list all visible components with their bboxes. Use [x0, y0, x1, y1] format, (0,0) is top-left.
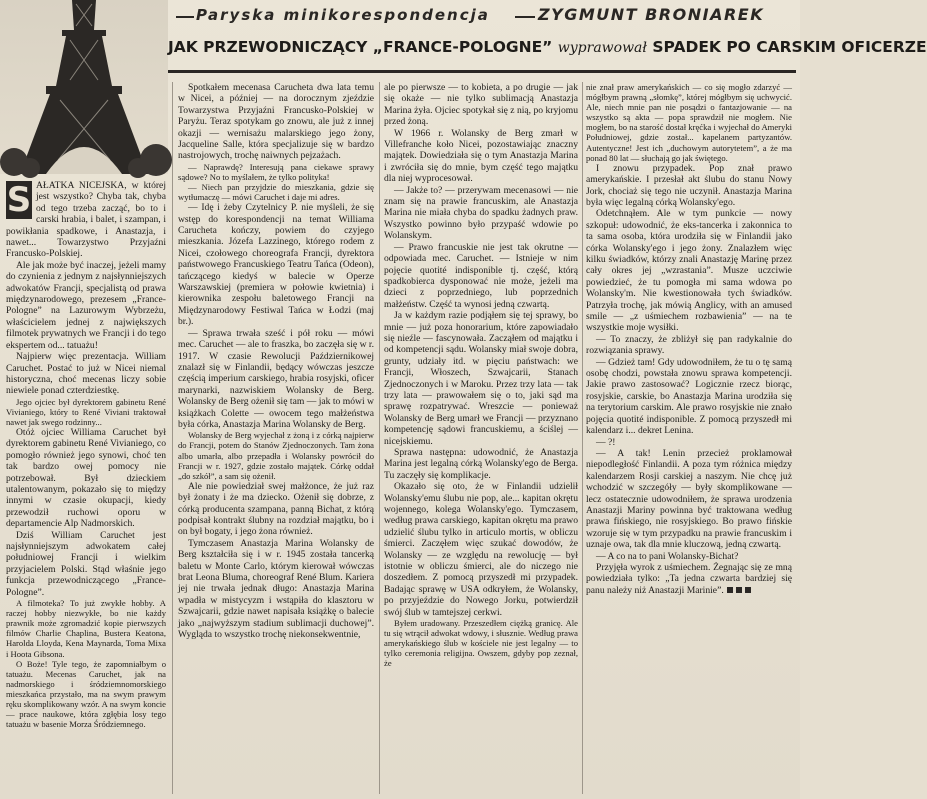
- paragraph: — Niech pan przyjdzie do mieszkania, gdzie się wytłumaczę — mówi Caruchet i daje mi adres.: [178, 182, 374, 203]
- paragraph: ale po pierwsze — to kobieta, a po drugie — jak się okaże — nie tylko sublimacją Anastazja Marina żyła. Ojciec spotykał się z nią, po kryjomu przed żoną.: [384, 82, 578, 128]
- text-column-2: [178, 82, 374, 794]
- paragraph: — Prawo francuskie nie jest tak okrutne — odpowiada mec. Caruchet. — Istnieje w nim pojęcie quotité indisponible tj. część, którą spadkobierca dysponować nie może, jeżeli ma dzieci z poprzedniego, lub poprzednich małżeństw. Część ta wynosi jedną czwartą.: [384, 241, 578, 310]
- paragraph: Ja w każdym razie podjąłem się tej sprawy, bo mnie — już poza honorarium, które zapowiadało się nieźle — fascynowała. Zacząłem od majątku i od kompetencji sądu. Wolansky miał swoje dobra, grunty, udziały itd. w pięciu państwach: we Francji, Włoszech, Szwajcarii, Stanach Zjednoczonych i w Maroku. Przez trzy lata — tak trzy lata — prawowałem się o to, jaki sąd ma sprawę rozpatrywać. Wreszcie — ponieważ Wolansky de Berg umarł we Francji — przyznano kompetencję sądowi francuskiemu, a ściślej — nicejskiemu.: [384, 310, 578, 447]
- eiffel-tower-photo: [0, 0, 168, 174]
- column-divider: [172, 82, 173, 794]
- paragraph: Byłem uradowany. Przeszedłem ciężką granicę. Ale tu się wtrącił adwokat wdowy, i słusznie. Według prawa amerykańskiego ślub w kościele nie jest legalny — to tylko ceremonia religijna. Owszem, gdyby pop zeznał, że: [384, 618, 578, 669]
- author-byline: ZYGMUNT BRONIAREK: [538, 5, 765, 24]
- column-divider: [379, 82, 380, 794]
- paragraph: Ale jak może być inaczej, jeżeli mamy do czynienia z jednym z najsłynniejszych adwokatów Francji, specjalistą od prawa międzynarodowego, prezesem „France-Pologne” na Lazurowym Wybrzeżu, właścicielem jednej z największych filmotek prywatnych we Francji i do tego ekspertem od... tatuażu!: [6, 259, 166, 351]
- text-column-3: [384, 82, 578, 794]
- paragraph: — Sprawa trwała sześć i pół roku — mówi mec. Caruchet — ale to fraszka, bo zaczęła się w r. 1917. W czasie Rewolucji Październikowej znalazł się w Finlandii, będący wówczas jeszcze częścią imperium carskiego, hrabia rosyjski, oficer marynarki, nazwiskiem Wolansky de Berg. Wolansky de Berg ożenił się tam — jak to mówi w książkach Colette — owocem tego małżeństwa była córka, Anastazja Marina Wolansky de Berg.: [178, 327, 374, 430]
- paragraph: [586, 562, 792, 596]
- paragraph-text: Przyjęła wyrok z uśmiechem. Żegnając się ze mną powiedziała tylko: „Ta jedna czwarta bardziej się panu należy niż Anastazji Marinie”.: [586, 561, 792, 596]
- paragraph: — Naprawdę? Interesują pana ciekawe sprawy sądowe? No to myślałem, że tylko polityka!: [178, 161, 374, 182]
- paragraph: — Jakże to? — przerywam mecenasowi — nie znam się na prawie francuskim, ale Anastazja Marina nie miała chyba do spadku żadnych praw. Wszystko powinno było przypaść wdowie po Wolanskym.: [384, 184, 578, 242]
- paragraph: O Boże! Tyle tego, że zapomniałbym o tatuażu. Mecenas Caruchet, jak na nadmorskiego i śródziemnomorskiego mieszkańca przystało, ma na swym prawym ręku skomplikowany wzór. A na swym koncie — prace naukowe, która zgłębia losy tego tatuażu w basenie Morza Śródziemnego.: [6, 658, 166, 730]
- paragraph: Jego ojciec był dyrektorem gabinetu René Vivianiego, który to René Viviani traktował nawet jak swego rodzinny...: [6, 396, 166, 427]
- headline-part-2: wyprawował: [557, 40, 647, 56]
- paragraph: Najpierw więc prezentacja. William Caruchet. Postać to już w Nicei niemal historyczna, choć mecenas liczy sobie niewiele ponad czterdziestkę.: [6, 351, 166, 397]
- paragraph: I znowu przypadek. Pop znał prawo amerykańskie. I przesłał akt ślubu do stanu Nowy Jork, chociaż się tego nie uczynił. Anastazja Marina była więc legalną córką Wolansky'ego.: [586, 162, 792, 208]
- paragraph: — ?!: [596, 436, 616, 448]
- end-mark-icon: [745, 587, 751, 593]
- paragraph: W 1966 r. Wolansky de Berg zmarł w Villefranche koło Nicei, pozostawiając znaczny majątek. Dowiedziała się o tym Anastazja Marina i zwróciła się do mnie, bym część tego majątku dla niej wyprocesował.: [384, 127, 578, 185]
- paragraph: nie znał praw amerykańskich — co się mogło zdarzyć — mógłbym prawną „słomkę”, której mógłbym się uchwycić. Ale, niech mnie pan nie posądzi o fantazjowanie — na wszystko są akta — popa sprawdził nie mogłem. Nie mogłem, bo na starość dostał kręćka i wyjechał do Ameryki Południowej, gdzie został... kapelanem partyzantów. Autentyczne! Jest ich „duchowym autorytetem”, a że ma ponad 80 lat — słuchają go jak świętego.: [586, 82, 792, 163]
- paragraph: Dziś William Caruchet jest najsłynniejszym adwokatem całej południowej Francji i wielkim przyjacielem Polski. Stąd właśnie jego funkcja przewodniczącego „France-Pologne”.: [6, 529, 166, 598]
- paragraph: A filmoteka? To już zwykłe hobby. A raczej hobby niezwykłe, bo nie każdy prawnik może zgromadzić kopie pierwszych filmów Charlie Chaplina, Bustera Keatona, Harolda Lloyda, Kena Maynarda, Toma Mixa i Hoota Gibsona.: [6, 598, 166, 659]
- paragraph: AŁATKA NICEJSKA, w której jest wszystko? Chyba tak, chyba od tego trzeba zacząć, bo to i carski hrabia, i balet, i szampan, i powikłania spadkowe, i Anastazja, i nawet... Towarzystwo Przyjaźni Francusko-Polskiej.: [6, 180, 166, 260]
- text-column-1: [6, 180, 166, 792]
- article-headline: [168, 38, 927, 73]
- paragraph: Ale nie powiedział swej małżonce, że już raz był żonaty i że ma dziecko. Ożenił się dobrze, z córką producenta szampana, panną Bichat, z którą podpisał kontrakt ślubny na rozdział majątku, bo i on był bogaty, i jego żona również.: [178, 480, 374, 538]
- paragraph: Sprawa następna: udowodnić, że Anastazja Marina jest legalną córką Wolansky'ego de Berga. Tu zaczęły się komplikacje.: [384, 447, 578, 481]
- header-rule-left: [176, 16, 194, 18]
- drop-cap: S: [6, 180, 32, 220]
- paragraph: — A co na to pani Wolansky-Bichat?: [596, 550, 739, 562]
- header-rule-middle: [515, 16, 535, 18]
- paragraph: Okazało się oto, że w Finlandii udzielił Wolansky'emu ślubu nie pop, ale... kapitan okrętu wojennego, kolega Wolansky'ego. Tymczasem, według prawa carskiego, kapitan okrętu ma prawo udzielić ślubu tylko in articulo mortis, w obliczu śmierci. Zaczęłem więc szukać dowodów, że Wolansky — ze względu na rewolucję — był istotnie w obliczu śmierci, ale do niczego nie doszedłem. Z pomocą przyszedł mi przypadek. Badając sprawę w USA odkryłem, że Wolansky, po przyjeździe do Nowego Jorku, potwierdził swój ślub w tamtejszej cerkwi.: [384, 481, 578, 618]
- paragraph: — Idę i żeby Czytelnicy P. nie myśleli, że się wstęp do korespondencji na temat Williama Carucheta kończy, powiem do czyjego mieszkania. Józefa Lazzinego, którego rodem z Nicei, czołowego choreografa Francji, dyrektora państwowego Francuskiego Teatru Tańca (Odeon), tańczącego kiedyś w balecie w Operze Warszawskiej (premiera w połowie kwietnia) i kierownika zespołu baletowego Francji na Międzynarodowy Festiwal Tańca w Łodzi (maj br.).: [178, 202, 374, 328]
- headline-part-1: JAK PRZEWODNICZĄCY „FRANCE-POLOGNE”: [168, 38, 553, 56]
- paragraph: Spotkałem mecenasa Carucheta dwa lata temu w Nicei, a później — na dorocznym zjeździe Towarzystwa Przyjaźni Francusko-Polskiej w Paryżu. Teraz spotykam go znowu, ale już z innej okazji — wernisażu malarskiego jego żony, Jacqueline Salle, która specjalizuje się w bardzo nastrojowych, trochę naiwnych pejzażach.: [178, 82, 374, 162]
- column-divider: [582, 82, 583, 794]
- text-column-4: [586, 82, 792, 794]
- paragraph: — Gdzież tam! Gdy udowodniłem, że tu o tę samą osobę chodzi, powstała znowu sprawa kompetencji. Jakie prawo zastosować? Logicznie rzecz biorąc, rosyjskie, carskie, bo Anastazja Marina urodziła się na terytorium carskim. Ale prawo rosyjskie nie znało pojęcia quotité indisponible. Z pomocą przyszedł mi kalendarz i... dekret Lenina.: [586, 356, 792, 437]
- section-rubric: Paryska minikorespondencja: [196, 6, 490, 24]
- paragraph: — To znaczy, że zbliżył się pan radykalnie do rozwiązania sprawy.: [586, 333, 792, 357]
- paragraph: Wolansky de Berg wyjechał z żoną i z córką najpierw do Francji, potem do Stanów Zjednoczonych. Tam żona albo umarła, albo przepadła i Wolansky powrócił do Francji w r. 1927, gdzie zostało majątek. Córkę oddał „do szkół”, a sam się ożenił.: [178, 430, 374, 481]
- paragraph: — A tak! Lenin przecież proklamował niepodległość Finlandii. A poza tym różnica między kalendarzem Rosji carskiej a naszym. Nie chcę już wchodzić w szczegóły — były skomplikowane — lecz ostatecznie udowodniłem, że sprawa urodzenia Anastazji Mariny powinna być traktowana według prawa fińskiego, nie rosyjskiego. Bo prawo fińskie wzoruje się w tym przypadku na prawie francuskim i uznaje owa, tak dla mnie kluczową, jedną czwartą.: [586, 447, 792, 551]
- paragraph: Otóż ojciec Williama Caruchet był dyrektorem gabinetu René Vivianiego, co pomogło również jego synowi, choć ten tak bardzo owej pomocy nie potrzebował. Był dzieckiem utalentowanym, pokazało się to między innymi w czasie okupacji, kiedy przewodził ruchowi oporu w departamencie Alp Nadmorskich.: [6, 427, 166, 530]
- paragraph: Odetchnąłem. Ale w tym punkcie — nowy szkopuł: udowodnić, że eks-tancerka i zakonnica to ta sama osoba, która urodziła się w Finlandii jako córka Wolansky'ego i jego żony. Znalazłem więc kilku świadków, którzy znali Anastazję Marinę przez cały okres jej „wzrastania”. Musze uczciwie powiedzieć, że tu pomogła mi sama wdowa po Wolansky'm. Nie kwestionowała tych świadków. Patrzyła trochę, jak mówią Anglicy, with an amused smile — „z uśmiechem rozbawienia” — na te wszystkie moje wysiłki.: [586, 208, 792, 334]
- headline-part-3: SPADEK PO CARSKIM OFICERZE: [652, 38, 927, 56]
- paragraph: Tymczasem Anastazja Marina Wolansky de Berg kształciła się i w r. 1945 została tancerką baletu w Monte Carlo, którym kierował wówczas brat Leona Bluma, choreograf René Blum. Kariera jej nie trwała jednak długo: Anastazja Marina wpadła w mistycyzm i wstąpiła do klasztoru w Szwajcarii, gdzie nawet napisała książkę o balecie jako „najwyższym stadium sublimacji duchowej”. Wygląda to wszystko trochę niekonsekwentnie,: [178, 537, 374, 641]
- end-mark-icon: [736, 587, 742, 593]
- end-mark-icon: [727, 587, 733, 593]
